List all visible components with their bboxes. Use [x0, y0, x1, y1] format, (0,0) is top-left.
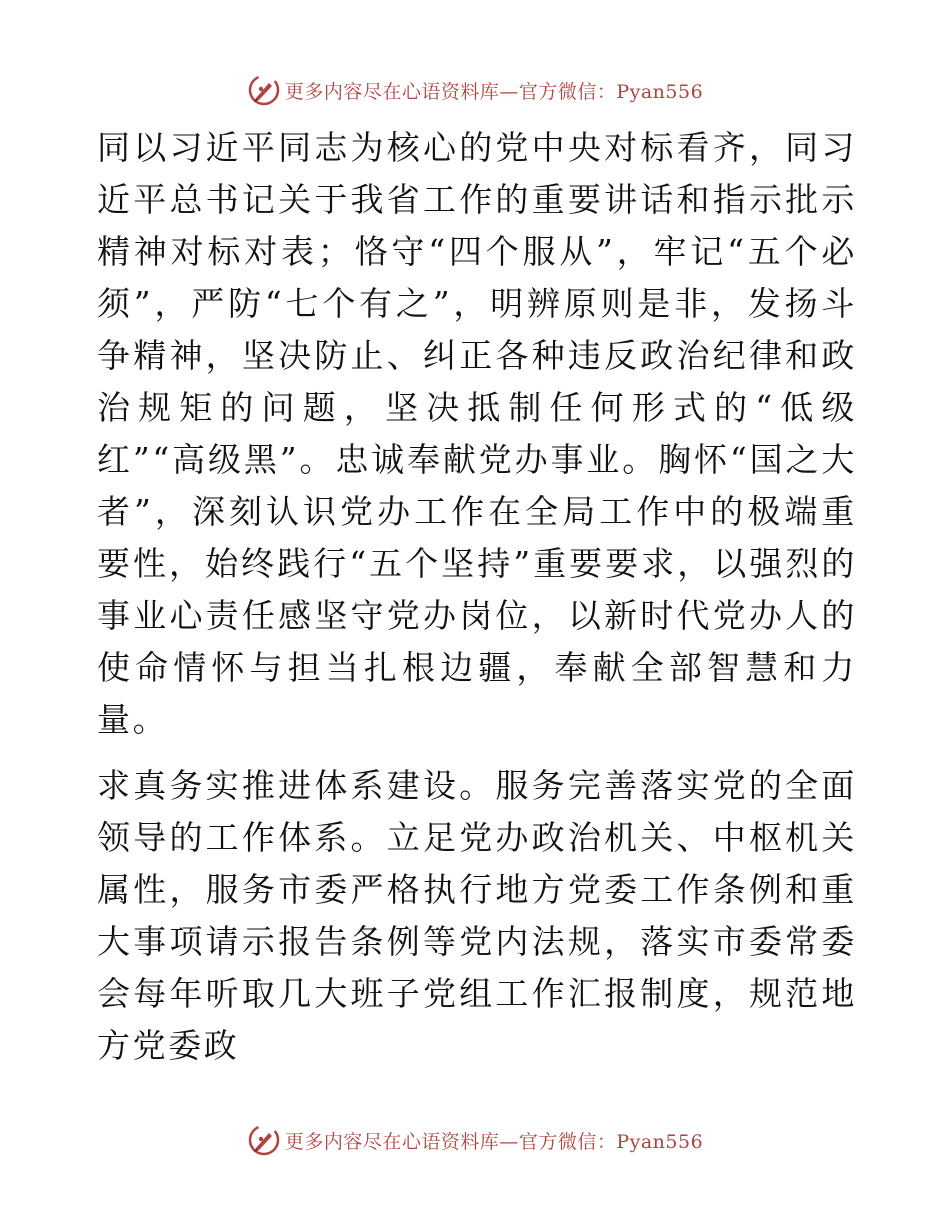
- footer-banner: [0, 1120, 950, 1160]
- footer-banner-text: 更多内容尽在心语资料库—官方微信：Pyan556: [284, 1130, 704, 1153]
- document-body: [97, 122, 857, 1072]
- header-banner-text: 更多内容尽在心语资料库—官方微信：Pyan556: [284, 80, 704, 103]
- pen-logo-icon: [247, 73, 281, 107]
- pen-logo-icon: [247, 1123, 281, 1157]
- paragraph: 同以习近平同志为核心的党中央对标看齐，同习近平总书记关于我省工作的重要讲话和指示批示精神对标对表；恪守“四个服从”，牢记“五个必须”，严防“七个有之”，明辨原则是非，发扬斗争精神，坚决防止、纠正各种违反政治纪律和政治规矩的问题，坚决抵制任何形式的“低级红”“高级黑”。忠诚奉献党办事业。胸怀“国之大者”，深刻认识党办工作在全局工作中的极端重要性，始终践行“五个坚持”重要要求，以强烈的事业心责任感坚守党办岗位，以新时代党办人的使命情怀与担当扎根边疆，奉献全部智慧和力量。: [97, 128, 857, 739]
- header-banner: [0, 70, 950, 110]
- paragraph: 求真务实推进体系建设。服务完善落实党的全面领导的工作体系。立足党办政治机关、中枢机关属性，服务市委严格执行地方党委工作条例和重大事项请示报告条例等党内法规，落实市委常委会每年听取几大班子党组工作汇报制度，规范地方党委政: [97, 766, 857, 1065]
